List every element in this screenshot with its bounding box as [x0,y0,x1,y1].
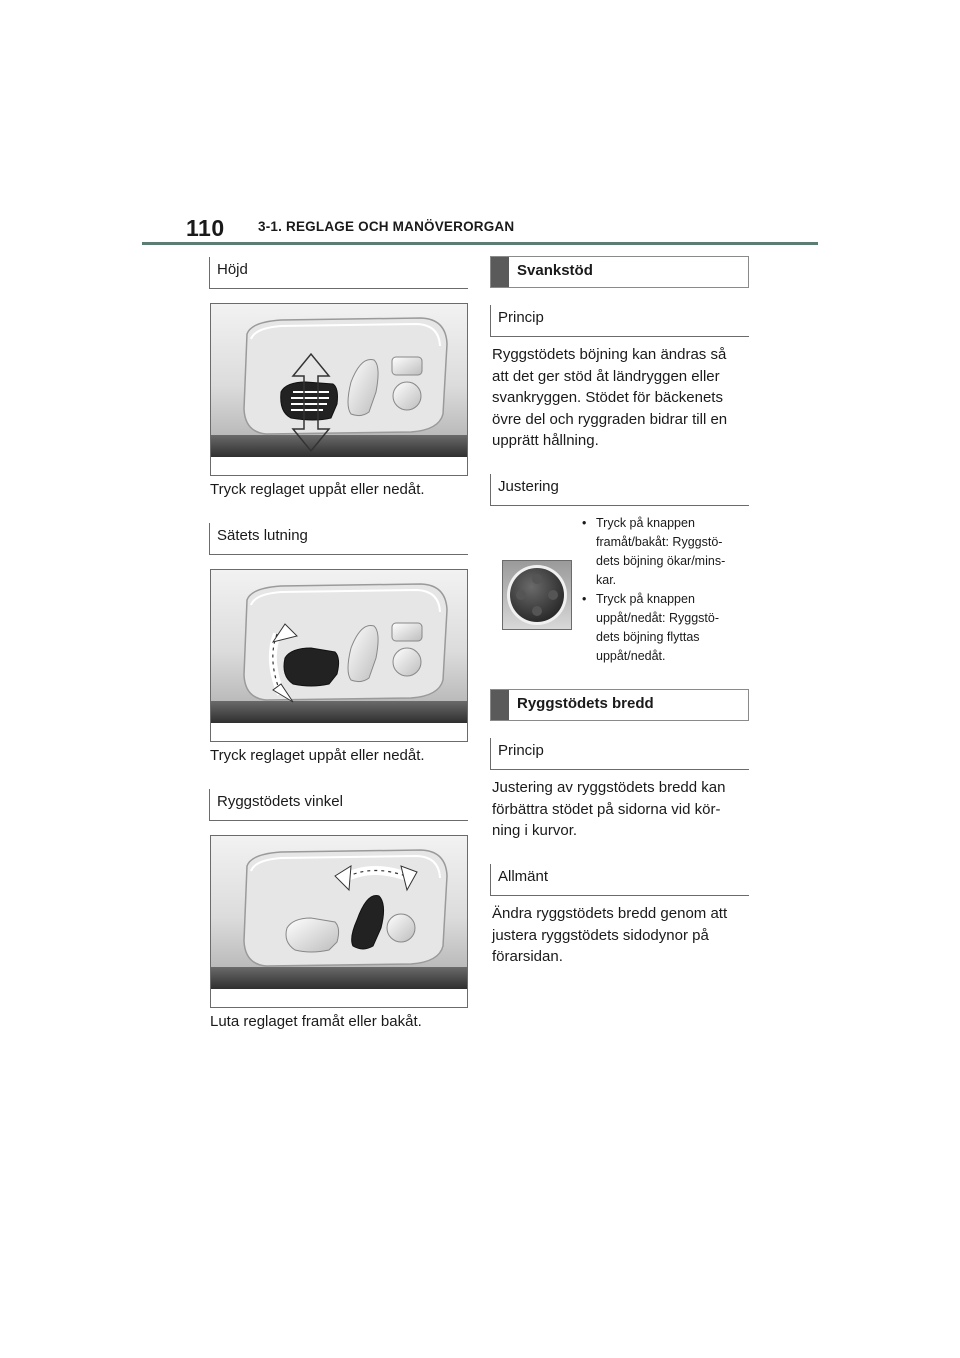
heading-lumbar-principle: Princip [490,305,749,337]
text-line: ning i kurvor. [492,822,578,839]
text-line: • Tryck på knappen [596,592,695,606]
header-rule [142,242,818,245]
text-line: Ändra ryggstödets bredd genom att [492,905,728,922]
lumbar-adjust-list [576,514,756,666]
heading-width-principle: Princip [490,738,749,770]
text-line: förbättra stödet på sidorna vid kör- [492,800,721,818]
list-item [576,590,756,666]
text-line: justera ryggstödets sidodynor på [492,926,709,944]
lumbar-principle-text [492,344,754,452]
width-general-text [492,903,754,968]
seat-tilt-control-illustration [211,570,467,741]
four-way-lumbar-button-illustration [503,561,571,629]
heading-backrest-width [490,689,749,721]
figure-seat-height [210,303,468,476]
text-line: övre del och ryggraden bidrar till en [492,410,728,428]
heading-lumbar-adjustment: Justering [490,474,749,506]
figure-lumbar-button [502,560,572,630]
text-line: dets böjning ökar/mins- [596,554,726,568]
text-line: Ryggstödets böjning kan ändras så [492,346,727,363]
heading-width-general: Allmänt [490,864,749,896]
heading-backrest-width-label: Ryggstödets bredd [517,695,654,712]
text-line: framåt/bakåt: Ryggstö- [596,535,723,549]
text-line: upprätt hållning. [492,432,599,449]
heading-backrest-angle: Ryggstödets vinkel [209,789,468,821]
caption-seat-tilt: Tryck reglaget uppåt eller nedåt. [210,747,425,764]
heading-seat-tilt: Sätets lutning [209,523,468,555]
text-line: att det ger stöd åt ländryggen eller [492,367,720,385]
heading-tab [491,257,509,287]
list-item [576,514,756,590]
text-line: svankryggen. Stödet för bäckenets [492,389,723,406]
caption-height: Tryck reglaget uppåt eller nedåt. [210,481,425,498]
caption-backrest-angle: Luta reglaget framåt eller bakåt. [210,1013,422,1030]
text-line: uppåt/nedåt. [596,649,666,663]
text-line: kar. [596,573,617,587]
text-line: förarsidan. [492,948,563,965]
heading-lumbar-support [490,256,749,288]
page-number: 110 [186,215,225,241]
heading-tab [491,690,509,720]
figure-seat-tilt [210,569,468,742]
text-line: uppåt/nedåt: Ryggstö- [596,611,719,625]
text-line: Justering av ryggstödets bredd kan [492,779,726,796]
figure-backrest-angle [210,835,468,1008]
heading-lumbar-support-label: Svankstöd [517,262,593,279]
width-principle-text [492,777,754,842]
text-line: dets böjning flyttas [596,630,700,644]
seat-height-control-illustration [211,304,467,475]
backrest-angle-control-illustration [211,836,467,1007]
text-line: • Tryck på knappen [596,516,695,530]
heading-height: Höjd [209,257,468,289]
chapter-title: 3-1. REGLAGE OCH MANÖVERORGAN [258,219,515,234]
